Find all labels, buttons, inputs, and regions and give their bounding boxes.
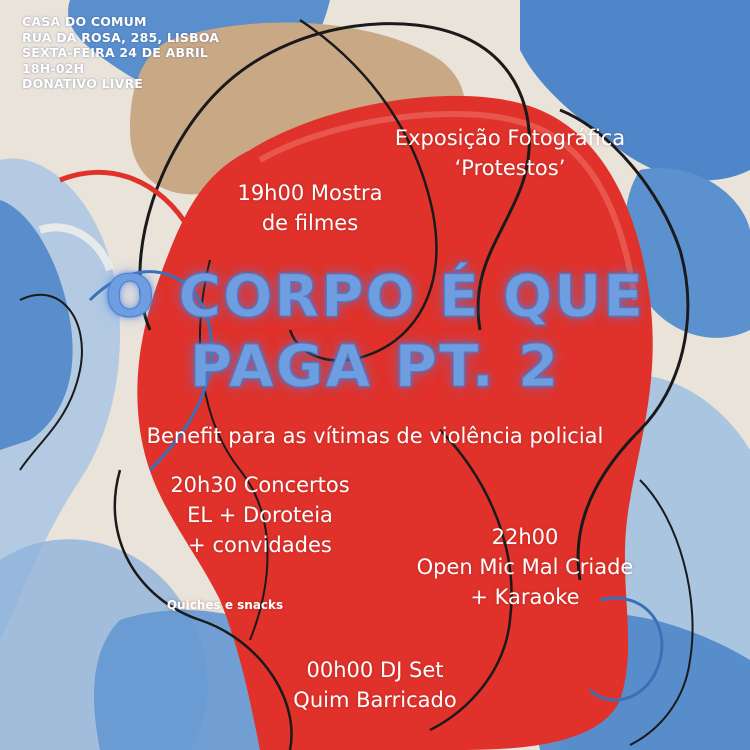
films-line-1: 19h00 Mostra (237, 181, 383, 205)
films-line-2: de filmes (261, 211, 359, 235)
food-note: Quiches e snacks (166, 598, 284, 612)
dj-block (230, 655, 520, 715)
event-info-block (22, 14, 219, 92)
concerts-line-3: + convidades (188, 533, 332, 557)
dj-line-2: Quim Barricado (293, 688, 457, 712)
concerts-block (110, 470, 410, 560)
venue-address: RUA DA ROSA, 285, LISBOA (22, 29, 220, 45)
concerts-line-2: EL + Doroteia (187, 503, 333, 527)
dj-line-1: 00h00 DJ Set (306, 658, 444, 682)
event-date: SEXTA-FEIRA 24 DE ABRIL (22, 45, 209, 60)
films-block (195, 178, 425, 238)
event-hours: 18H-02H (22, 60, 85, 76)
event-title-line-1: O CORPO É QUE (105, 262, 645, 330)
event-price: DONATIVO LIVRE (22, 76, 144, 91)
venue-name: CASA DO COMUM (22, 14, 147, 29)
openmic-line-1: 22h00 (491, 525, 559, 549)
exhibition-block (325, 123, 695, 183)
openmic-line-2: Open Mic Mal Criade (416, 555, 634, 579)
openmic-block (385, 522, 665, 612)
event-subtitle: Benefit para as vítimas de violência policial (146, 424, 604, 448)
openmic-line-3: + Karaoke (470, 585, 580, 609)
exhibition-line-1: Exposição Fotográfica (394, 126, 626, 150)
exhibition-line-2: ‘Protestos’ (454, 156, 566, 180)
concerts-line-1: 20h30 Concertos (170, 473, 350, 497)
event-title-line-2: PAGA PT. 2 (189, 332, 561, 400)
